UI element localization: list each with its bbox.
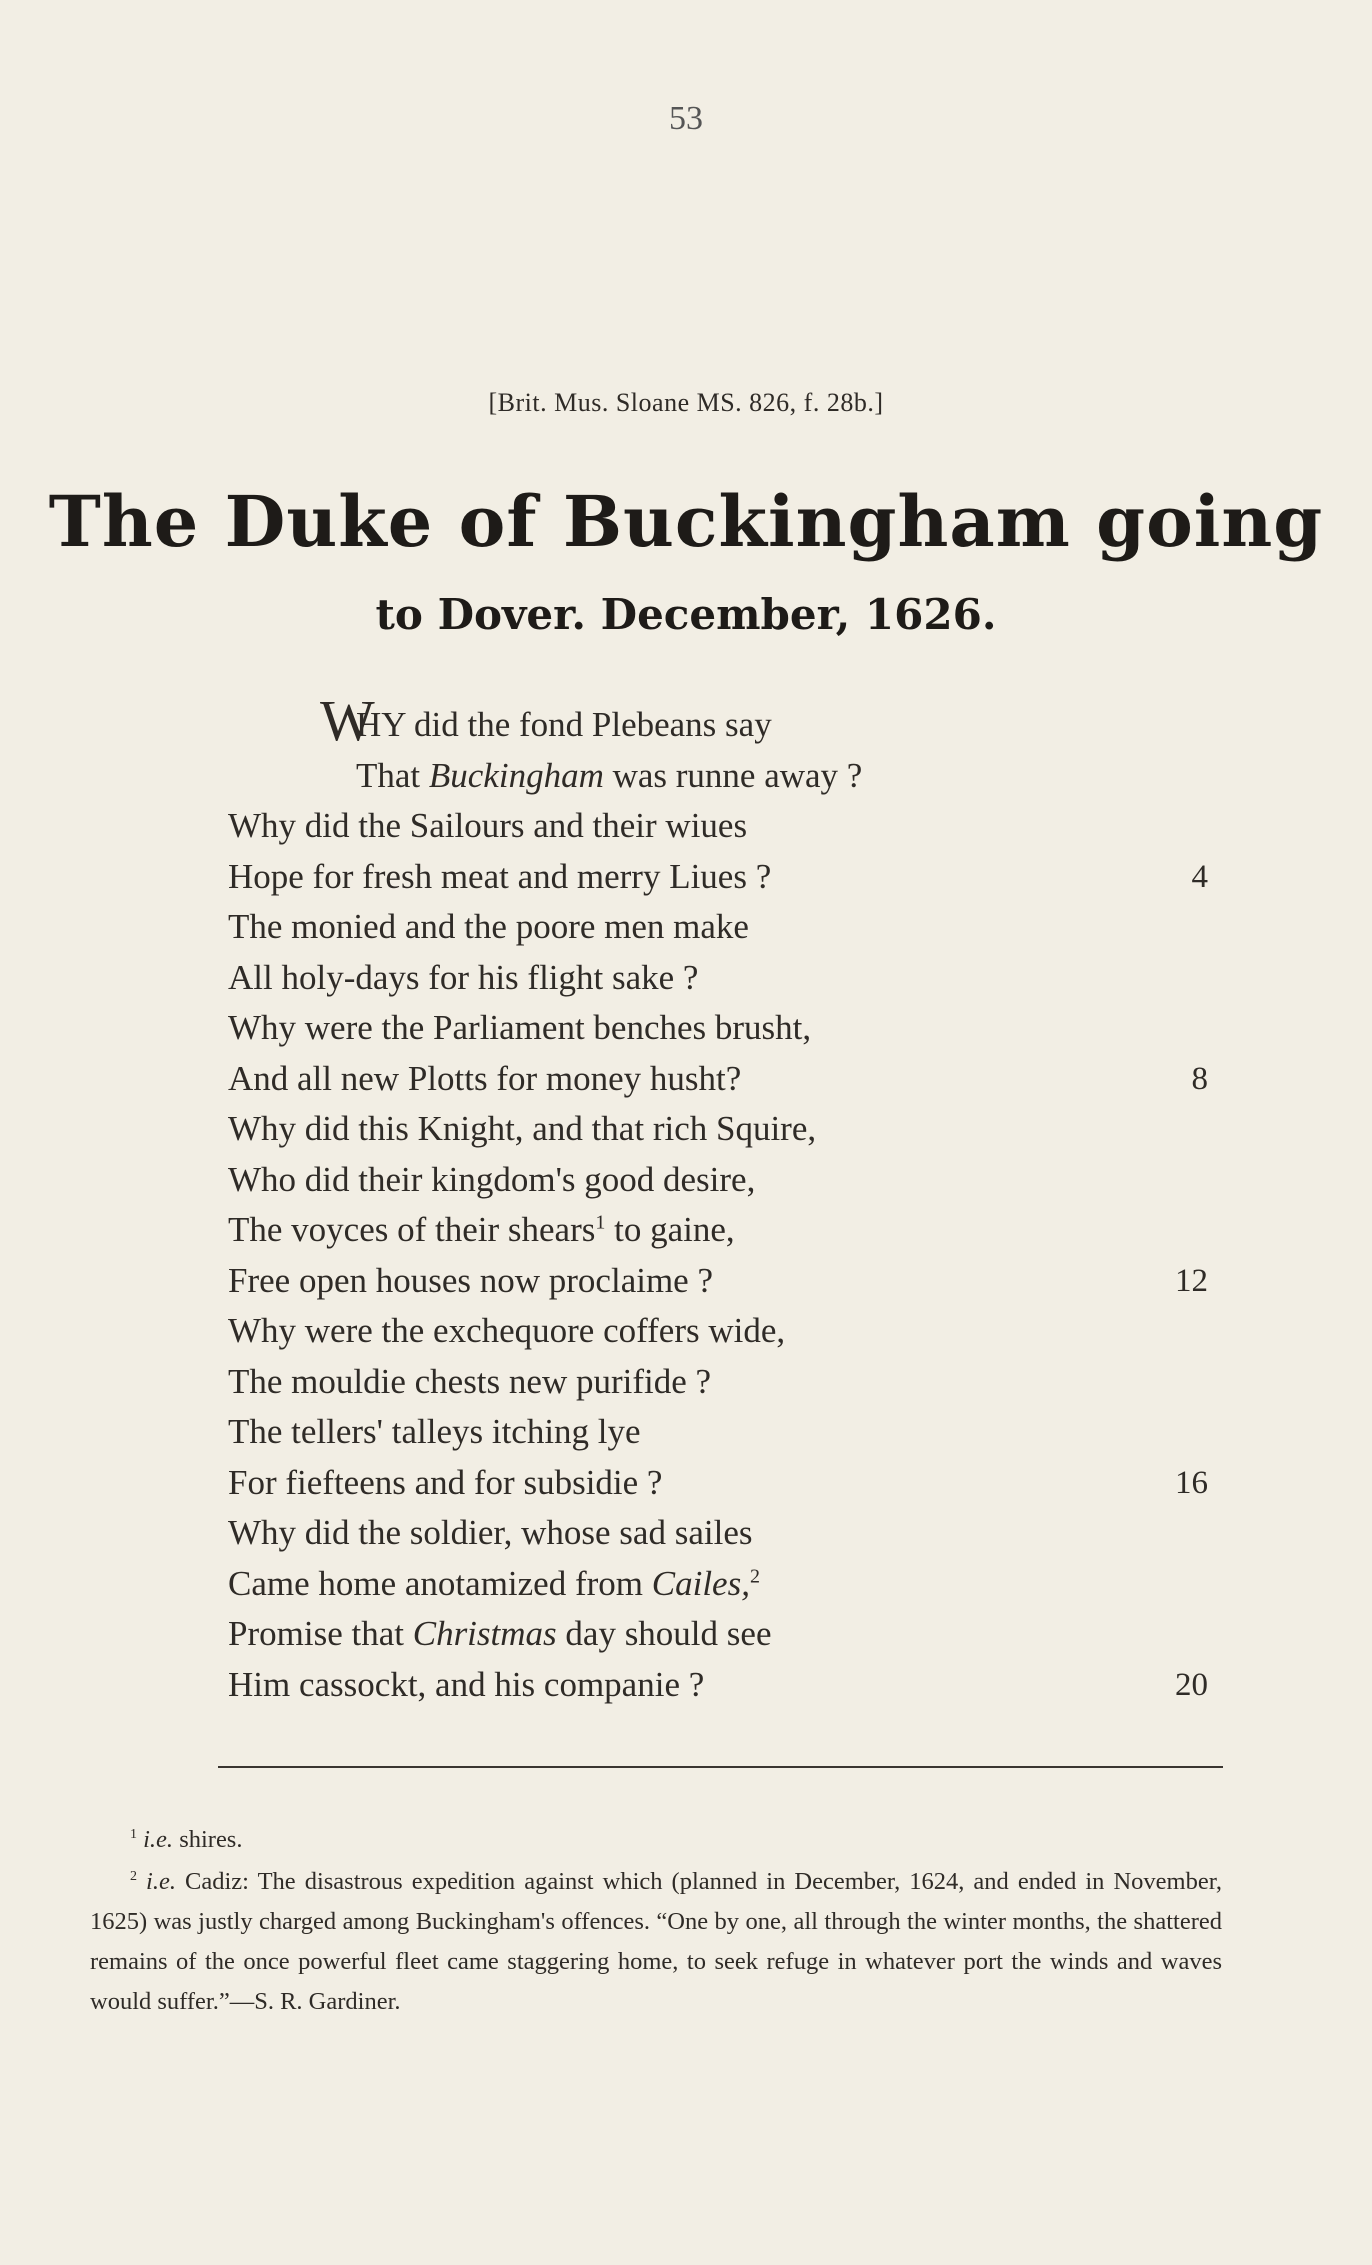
footnote-text: shires. bbox=[173, 1826, 243, 1853]
poem-line-italic: Christmas bbox=[412, 1614, 557, 1653]
poem-line-text: Hope for fresh meat and merry Liues ? bbox=[228, 856, 772, 896]
poem-line bbox=[228, 1508, 1228, 1559]
poem-line-text: Free open houses now proclaime ? bbox=[228, 1260, 713, 1300]
poem-line bbox=[228, 1054, 1228, 1105]
poem-title: The Duke of Buckingham going bbox=[48, 480, 1324, 563]
line-number: 4 bbox=[1191, 858, 1208, 895]
drop-cap: W bbox=[320, 688, 375, 753]
poem-line-text: All holy-days for his flight sake ? bbox=[228, 957, 699, 997]
poem-line bbox=[228, 1104, 1228, 1155]
poem-line bbox=[228, 1559, 1228, 1610]
poem-line-text: The voyces of their shears bbox=[228, 1210, 596, 1249]
poem-line bbox=[228, 1155, 1228, 1206]
poem-line bbox=[228, 1660, 1228, 1711]
manuscript-source: [Brit. Mus. Sloane MS. 826, f. 28b.] bbox=[488, 388, 884, 417]
poem-line bbox=[228, 1357, 1228, 1408]
poem-line-text: The tellers' talleys itching lye bbox=[228, 1412, 641, 1451]
footnotes bbox=[90, 1820, 1222, 2022]
poem-line bbox=[228, 1306, 1228, 1357]
poem-line bbox=[228, 1256, 1228, 1307]
poem-line bbox=[228, 852, 1228, 903]
poem-line bbox=[228, 902, 1228, 953]
poem-line-italic: Cailes, bbox=[651, 1563, 750, 1603]
footnote-marker: 2 bbox=[130, 1868, 137, 1884]
line-number: 8 bbox=[1191, 1060, 1208, 1097]
footnote-1 bbox=[90, 1820, 1222, 1860]
poem-subtitle: to Dover. December, 1626. bbox=[375, 590, 997, 639]
poem-line-text: The mouldie chests new purifide ? bbox=[228, 1361, 712, 1401]
poem-line-text: Who did their kingdom's good desire, bbox=[228, 1159, 756, 1199]
poem-line-text: For fiefteens and for subsidie ? bbox=[228, 1462, 663, 1502]
line-number: 16 bbox=[1175, 1464, 1208, 1501]
poem-line bbox=[228, 801, 1228, 852]
poem-line bbox=[228, 1003, 1228, 1054]
poem-line-text: Came home anotamized from bbox=[228, 1563, 652, 1603]
poem-line-text: Why did the soldier, whose sad sailes bbox=[228, 1513, 753, 1552]
poem-line-text: That bbox=[356, 755, 429, 795]
poem-line-text: to gaine, bbox=[605, 1210, 735, 1249]
poem-line-text: Why were the exchequore coffers wide, bbox=[228, 1311, 786, 1350]
poem-line bbox=[228, 1407, 1228, 1458]
poem-line bbox=[228, 688, 1228, 753]
footnote-2 bbox=[90, 1862, 1222, 2022]
poem-line-italic: Buckingham bbox=[428, 755, 604, 795]
poem-line-text: And all new Plotts for money husht? bbox=[228, 1058, 742, 1098]
poem-line bbox=[228, 953, 1228, 1004]
poem-line-text: Why did this Knight, and that rich Squire, bbox=[228, 1109, 817, 1148]
footnote-marker: 1 bbox=[130, 1826, 137, 1842]
poem-line bbox=[228, 751, 1228, 802]
footnote-reference: 1 bbox=[595, 1211, 606, 1234]
poem-line-text: was runne away ? bbox=[603, 755, 863, 795]
footnote-divider bbox=[218, 1766, 1223, 1768]
poem-line-text: The monied and the poore men make bbox=[228, 907, 749, 946]
footnote-reference: 2 bbox=[749, 1564, 760, 1587]
poem-body bbox=[228, 688, 1228, 1710]
poem-line-text: day should see bbox=[556, 1614, 772, 1653]
page-number: 53 bbox=[669, 100, 703, 137]
poem-line-text: Why were the Parliament benches brusht, bbox=[228, 1008, 812, 1047]
poem-line-text: Why did the Sailours and their wiues bbox=[228, 806, 748, 845]
footnote-abbrev: i.e. bbox=[146, 1868, 176, 1895]
line-number: 20 bbox=[1175, 1666, 1208, 1703]
poem-line-text: Him cassockt, and his companie ? bbox=[228, 1664, 705, 1704]
poem-line bbox=[228, 1205, 1228, 1256]
poem-line-text: HY did the fond Plebeans say bbox=[356, 705, 772, 744]
poem-line bbox=[228, 1609, 1228, 1660]
footnote-text: Cadiz: The disastrous expedition against which (planned in December, 1624, and ended in November, 1625) was justly charged among Buckingham's offences. “One by one, all through the winter months, the shattered remains of the once powerful fleet came staggering home, to seek refuge in whatever port the winds and waves would suffer.”—S. R. Gardiner. bbox=[90, 1868, 1223, 2015]
footnote-abbrev: i.e. bbox=[143, 1826, 174, 1853]
poem-line-text: Promise that bbox=[228, 1614, 413, 1653]
line-number: 12 bbox=[1175, 1262, 1208, 1299]
poem-line bbox=[228, 1458, 1228, 1509]
